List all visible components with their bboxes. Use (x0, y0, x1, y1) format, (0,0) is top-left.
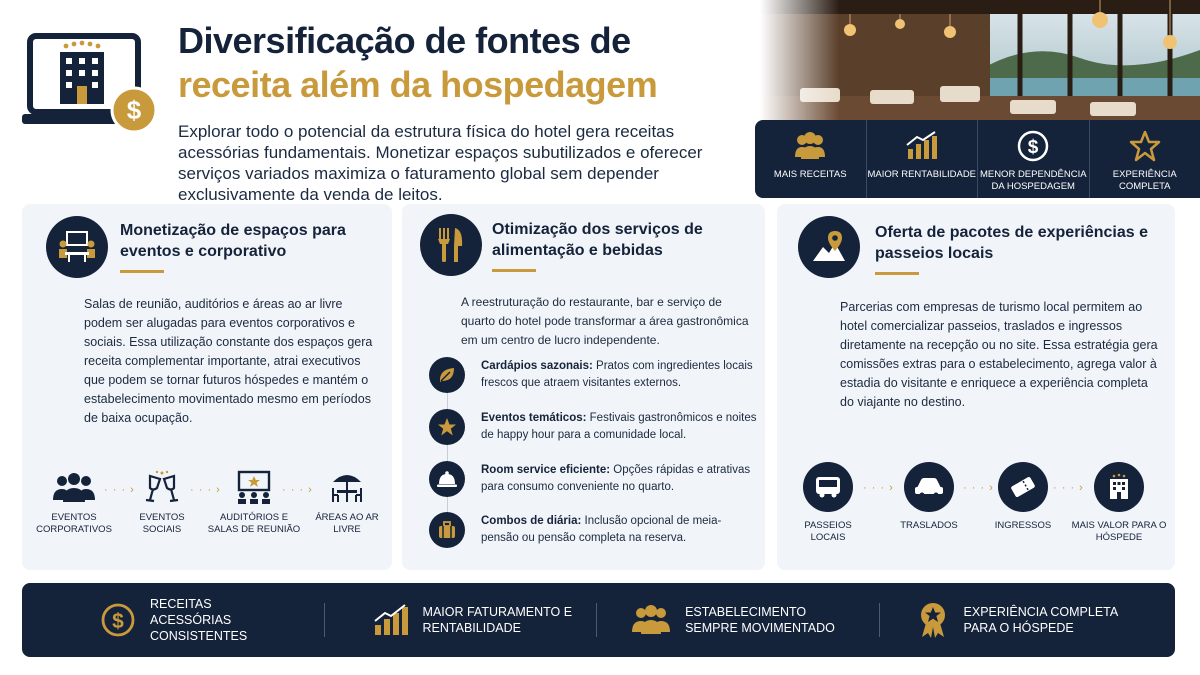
title-underline (492, 269, 536, 272)
medal-icon (916, 601, 950, 639)
card-title: Otimização dos serviços de alimentação e bebidas (492, 221, 703, 259)
flow-areas-ar-livre (312, 470, 382, 536)
suitcase-icon (429, 512, 465, 548)
bullet-combos (429, 512, 759, 548)
map-pin-icon (798, 216, 860, 278)
hotel-logo (20, 28, 160, 138)
arrow-icon: · · · › (863, 482, 894, 494)
footer-item-movimentado (597, 583, 878, 657)
flow-label: EVENTOS SOCIAIS (139, 512, 185, 535)
card-eventos (22, 204, 392, 570)
growth-chart-icon (373, 603, 409, 637)
bullet-text (481, 513, 759, 547)
metric-maior-rentabilidade (867, 120, 979, 198)
svg-text:$: $ (1027, 137, 1039, 158)
footer-label: RECEITAS ACESSÓRIAS CONSISTENTES (150, 597, 248, 643)
intro-paragraph: Explorar todo o potencial da estrutura física do hotel gera receitas acessórias fundamentais. Monetizar espaços subutilizados e oferecer serviços variados maximiza o faturamento global sem depender exclusivamente da venda de leitos. (178, 122, 703, 204)
bullet-cardapios (429, 357, 759, 393)
bullet-title: Cardápios sazonais: (481, 360, 593, 372)
bus-icon (803, 462, 853, 512)
bullet-title: Eventos temáticos: (481, 412, 587, 424)
bullet-desc: Inclusão opcional de meia-pensão ou pensão completa na reserva. (481, 515, 722, 544)
presentation-icon (234, 470, 274, 504)
group-icon (51, 472, 97, 504)
bullet-title: Room service eficiente: (481, 464, 611, 476)
flow-auditorios (204, 470, 304, 536)
arrow-icon: · · · › (1053, 482, 1084, 494)
metric-label: MENOR DEPENDÊNCIA DA HOSPEDAGEM (979, 169, 1087, 192)
bullet-text (481, 462, 759, 496)
flow-label: PASSEIOS LOCAIS (804, 520, 852, 543)
car-icon (904, 462, 954, 512)
arrow-icon: · · · › (282, 484, 313, 496)
umbrella-table-icon (327, 470, 367, 504)
flow-traslados (893, 462, 965, 532)
flow-label: EVENTOS CORPORATIVOS (36, 512, 112, 535)
people-icon (793, 129, 827, 163)
card-title: Oferta de pacotes de experiências e passeios locais (875, 224, 1149, 262)
flow-label: INGRESSOS (994, 520, 1052, 531)
people-icon (631, 604, 671, 636)
metrics-bar (755, 120, 1200, 198)
metric-label: EXPERIÊNCIA COMPLETA (1112, 169, 1177, 192)
metric-experiencia-completa (1090, 120, 1200, 198)
bullet-text (481, 358, 759, 392)
footer-item-experiencia (880, 583, 1175, 657)
bar-chart-icon (905, 129, 939, 163)
flow-label: TRASLADOS (900, 520, 958, 531)
ticket-icon (998, 462, 1048, 512)
card-experiencias (777, 204, 1175, 570)
arrow-icon: · · · › (190, 484, 221, 496)
flow-eventos-corporativos (32, 472, 116, 536)
footer-benefits (22, 583, 1175, 657)
card-text: Salas de reunião, auditórios e áreas ao ar livre podem ser alugadas para eventos corporativos e sociais. Essa utilização constante dos espaços gera receita complementar importante, atrai executivos que podem se tornar futuros hóspedes e mantém o estabelecimento movimentado mesmo em períodos de baixa ocupação. (84, 297, 373, 425)
star-icon (1128, 129, 1162, 163)
page-title-line1: Diversificação de fontes de (178, 20, 631, 61)
footer-label: MAIOR FATURAMENTO E RENTABILIDADE (422, 605, 573, 635)
bullet-desc: Opções rápidas e atrativas para consumo conveniente no quarto. (481, 464, 751, 493)
champagne-icon (142, 470, 182, 504)
flow-ingressos (987, 462, 1059, 532)
bullet-desc: Festivais gastronômicos e noites de happy hour para a comunidade local. (481, 412, 757, 441)
card-text: A reestruturação do restaurante, bar e serviço de quarto do hotel pode transformar a área gastronômica em um centro de lucro independente. (461, 295, 749, 347)
metric-label: MAIOR RENTABILIDADE (867, 169, 977, 180)
flow-passeios (797, 462, 859, 544)
hotel-icon (1094, 462, 1144, 512)
metric-label: MAIS RECEITAS (773, 169, 847, 180)
flow-label: ÁREAS AO AR LIVRE (315, 512, 379, 535)
title-underline (875, 272, 919, 275)
leaf-icon (429, 357, 465, 393)
flow-label: MAIS VALOR PARA O HÓSPEDE (1071, 520, 1167, 543)
meeting-icon (46, 216, 108, 278)
footer-label: ESTABELECIMENTO SEMPRE MOVIMENTADO (685, 605, 835, 635)
footer-item-faturamento (325, 583, 597, 657)
bullet-title: Combos de diária: (481, 515, 582, 527)
bullet-room-service (429, 461, 759, 497)
bullet-text (481, 410, 759, 444)
metric-menor-dependencia (978, 120, 1090, 198)
flow-eventos-sociais (126, 470, 198, 536)
arrow-icon: · · · › (963, 482, 994, 494)
laptop-hotel-icon (20, 28, 160, 138)
title-underline (120, 270, 164, 273)
page-title-line2: receita além da hospedagem (178, 64, 658, 105)
footer-label: EXPERIÊNCIA COMPLETA PARA O HÓSPEDE (963, 605, 1118, 635)
hotel-restaurant-photo (760, 0, 1200, 126)
svg-text:$: $ (112, 610, 124, 633)
flow-mais-valor (1071, 462, 1167, 544)
star-icon (429, 409, 465, 445)
flow-label: AUDITÓRIOS E SALAS DE REUNIÃO (207, 512, 301, 535)
svg-text:$: $ (126, 95, 142, 125)
dollar-icon (1016, 129, 1050, 163)
card-title: Monetização de espaços para eventos e corporativo (120, 222, 346, 260)
fork-knife-icon (420, 214, 482, 276)
card-alimentacao (402, 204, 765, 570)
footer-item-receitas (22, 583, 324, 657)
dollar-icon (100, 602, 136, 638)
metric-mais-receitas (755, 120, 867, 198)
bullet-desc: Pratos com ingredientes locais frescos que atraem visitantes externos. (481, 360, 753, 389)
card-text: Parcerias com empresas de turismo local permitem ao hotel comercializar passeios, traslados e ingressos diretamente na recepção ou no site. Essa estratégia gera comissões extras para o estabelecimento, agrega valor à estadia do visitante e enriquece a experiência completa do viajante no destino. (840, 300, 1158, 409)
cloche-icon (429, 461, 465, 497)
arrow-icon: · · · › (104, 484, 135, 496)
bullet-eventos-tematicos (429, 409, 759, 445)
